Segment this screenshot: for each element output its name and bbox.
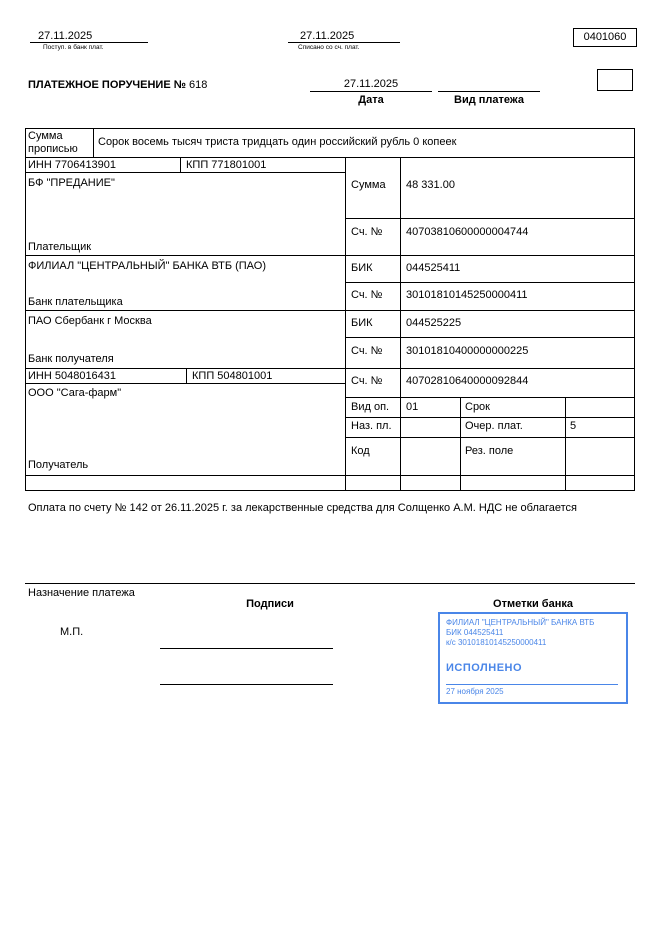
stamp-bank-name: ФИЛИАЛ "ЦЕНТРАЛЬНЫЙ" БАНКА ВТБ bbox=[446, 618, 595, 627]
received-date-underline bbox=[30, 42, 148, 43]
debited-date-underline bbox=[288, 42, 400, 43]
seal-place-label: М.П. bbox=[60, 626, 84, 638]
stamp-bik: БИК 044525411 bbox=[446, 628, 504, 637]
payer-bank-account-label: Сч. № bbox=[351, 289, 383, 301]
payer-account-value: 40703810600000004744 bbox=[406, 226, 529, 238]
table-border bbox=[345, 218, 635, 219]
purpose-section-label: Назначение платежа bbox=[28, 587, 135, 599]
document-date-underline bbox=[310, 91, 432, 92]
stamp-divider bbox=[446, 684, 618, 685]
payer-account-label: Сч. № bbox=[351, 226, 383, 238]
table-border bbox=[634, 128, 635, 490]
beneficiary-section-label: Получатель bbox=[28, 459, 89, 471]
stamp-corr-account: к/с 30101810145250000411 bbox=[446, 638, 547, 647]
table-border bbox=[400, 157, 401, 490]
purpose-underline bbox=[25, 583, 635, 584]
payer-bank-bik-value: 044525411 bbox=[406, 262, 461, 274]
payer-bank-account-value: 30101810145250000411 bbox=[406, 289, 528, 301]
form-code-box: 0401060 bbox=[573, 28, 637, 47]
signature-line bbox=[160, 648, 333, 649]
beneficiary-inn: ИНН 5048016431 bbox=[28, 370, 117, 382]
amount-label: Сумма bbox=[351, 179, 386, 191]
bank-marks-label: Отметки банка bbox=[493, 598, 573, 610]
payer-bank-section-label: Банк плательщика bbox=[28, 296, 123, 308]
beneficiary-account-value: 40702810640000092844 bbox=[406, 375, 529, 387]
beneficiary-bank-bik-label: БИК bbox=[351, 317, 373, 329]
amount-in-words-label: Сумма прописью bbox=[28, 130, 78, 155]
table-border bbox=[25, 255, 635, 256]
bank-stamp bbox=[438, 612, 628, 704]
stamp-status: ИСПОЛНЕНО bbox=[446, 662, 523, 674]
beneficiary-bank-section-label: Банк получателя bbox=[28, 353, 114, 365]
received-date-label: Поступ. в банк плат. bbox=[43, 44, 104, 51]
table-border bbox=[25, 310, 635, 311]
signature-line bbox=[160, 684, 333, 685]
term-label: Срок bbox=[465, 401, 490, 413]
table-border bbox=[345, 337, 635, 338]
priority-value: 5 bbox=[570, 420, 577, 432]
payer-name: БФ "ПРЕДАНИЕ" bbox=[28, 177, 115, 189]
beneficiary-bank-name: ПАО Сбербанк г Москва bbox=[28, 315, 152, 327]
table-border bbox=[25, 368, 635, 369]
table-border bbox=[565, 397, 566, 490]
table-border bbox=[93, 128, 94, 157]
beneficiary-bank-account-label: Сч. № bbox=[351, 345, 383, 357]
beneficiary-bank-account-value: 30101810400000000225 bbox=[406, 345, 529, 357]
debited-date-label: Списано со сч. плат. bbox=[298, 44, 360, 51]
document-title-label: ПЛАТЕЖНОЕ ПОРУЧЕНИЕ № bbox=[28, 79, 186, 91]
payment-kind-value-box bbox=[597, 69, 633, 91]
payer-bank-bik-label: БИК bbox=[351, 262, 373, 274]
document-date: 27.11.2025 bbox=[343, 78, 399, 90]
amount-in-words-value: Сорок восемь тысяч триста тридцать один российский рубль 0 копеек bbox=[98, 136, 457, 148]
signatures-label: Подписи bbox=[246, 598, 294, 610]
beneficiary-name: ООО "Сага-фарм" bbox=[28, 387, 122, 399]
payer-section-label: Плательщик bbox=[28, 241, 92, 253]
amount-value: 48 331.00 bbox=[406, 179, 455, 191]
payment-kind-label: Вид платежа bbox=[454, 94, 524, 106]
table-border bbox=[345, 397, 635, 398]
table-border bbox=[25, 172, 345, 173]
table-border bbox=[345, 157, 346, 490]
beneficiary-kpp: КПП 504801001 bbox=[192, 370, 273, 382]
code-label: Код bbox=[351, 445, 370, 457]
payment-kind-underline bbox=[438, 91, 540, 92]
payer-inn: ИНН 7706413901 bbox=[28, 159, 117, 171]
table-border bbox=[460, 397, 461, 490]
document-title bbox=[28, 79, 207, 92]
table-border bbox=[180, 157, 181, 172]
purpose-text: Оплата по счету № 142 от 26.11.2025 г. за лекарственные средства для Солщенко А.М. НДС не облагается bbox=[28, 502, 578, 514]
stamp-date: 27 ноября 2025 bbox=[446, 687, 504, 696]
table-border bbox=[25, 157, 635, 158]
table-border bbox=[25, 128, 635, 129]
table-border bbox=[25, 128, 26, 490]
beneficiary-account-label: Сч. № bbox=[351, 375, 383, 387]
document-number: 618 bbox=[189, 79, 208, 91]
priority-label: Очер. плат. bbox=[465, 420, 523, 432]
reserve-field-label: Рез. поле bbox=[465, 445, 514, 457]
table-border bbox=[345, 437, 635, 438]
op-kind-value: 01 bbox=[406, 401, 419, 413]
table-border bbox=[25, 383, 345, 384]
op-kind-label: Вид оп. bbox=[351, 401, 390, 413]
table-border bbox=[186, 368, 187, 383]
table-border bbox=[345, 282, 635, 283]
debited-date: 27.11.2025 bbox=[300, 30, 355, 42]
document-date-label: Дата bbox=[358, 94, 384, 106]
table-border bbox=[25, 490, 635, 491]
table-border bbox=[345, 417, 635, 418]
payer-bank-name: ФИЛИАЛ "ЦЕНТРАЛЬНЫЙ" БАНКА ВТБ (ПАО) bbox=[28, 260, 266, 272]
purpose-code-label: Наз. пл. bbox=[351, 420, 392, 432]
payer-kpp: КПП 771801001 bbox=[186, 159, 267, 171]
received-date: 27.11.2025 bbox=[38, 30, 93, 42]
beneficiary-bank-bik-value: 044525225 bbox=[406, 317, 462, 329]
table-border bbox=[25, 475, 635, 476]
